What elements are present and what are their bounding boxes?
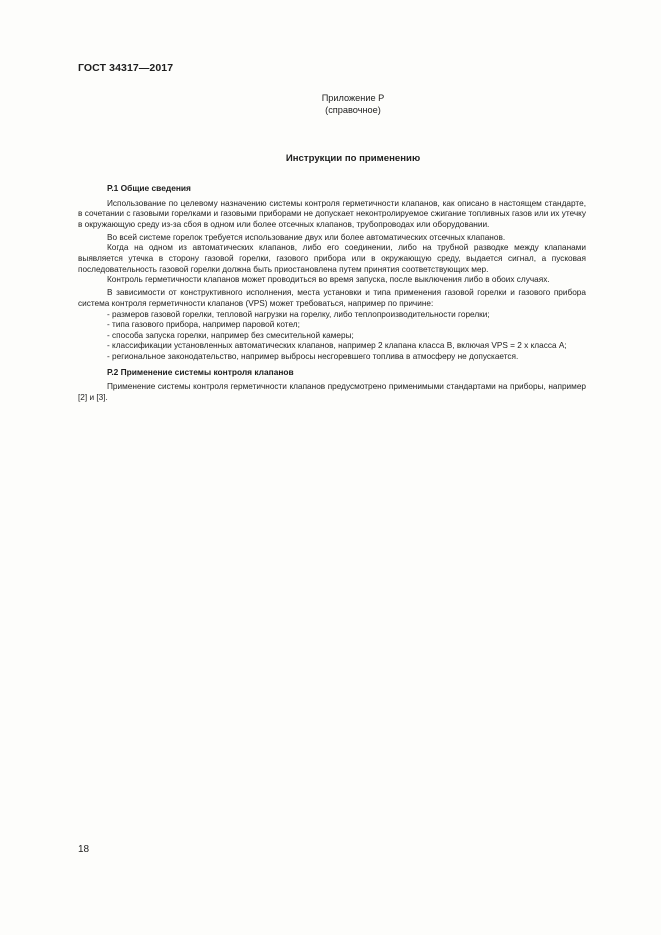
page-number: 18 (78, 844, 90, 855)
annex-subtitle: (справочное) (325, 105, 381, 115)
paragraph: Контроль герметичности клапанов может проводиться во время запуска, после выключения либо в обоих случаях. (107, 275, 550, 285)
list-item: - размеров газовой горелки, тепловой нагрузки на горелку, либо теплопроизводительности горелки; (107, 309, 490, 319)
list-item: - региональное законодательство, например выбросы несгоревшего топлива в атмосферу не допускается. (107, 351, 519, 361)
paragraph: Применение системы контроля герметичности клапанов предусмотрено применимыми стандартами на приборы, например [2] и [3]. (78, 382, 586, 402)
document-title: Инструкции по применению (285, 153, 421, 164)
paragraph: Использование по целевому назначению системы контроля герметичности клапанов, как описано в настоящем стандарте, в сочетании с газовыми горелками и газовыми приборами не допускает неконтролируемое сжигание топливных газов или их утечку в окружающую среду из-за сбоя в одном или более отсечных клапанов, трубопроводах или оборудовании. (78, 198, 586, 229)
list-item: - способа запуска горелки, например без смесительной камеры; (107, 330, 354, 340)
standard-designation: ГОСТ 34317—2017 (78, 62, 174, 74)
list-item: - классификации установленных автоматических клапанов, например 2 клапана класса B, включая VPS = 2 x класса A; (107, 341, 567, 351)
section-2-heading: Р.2 Применение системы контроля клапанов (107, 366, 294, 377)
paragraph: В зависимости от конструктивного исполнения, места установки и типа применения газовой горелки и газового прибора система контроля герметичности клапанов (VPS) может требоваться, например по причине: (78, 288, 586, 308)
paragraph: Когда на одном из автоматических клапанов, либо его соединении, либо на трубной разводке между клапанами выявляется утечка в сторону газовой горелки, газового прибора или в окружающую среду, выдается сигнал, а пусковая последовательность газовой горелки должна быть приостановлена путем принятия соответствующих мер. (78, 243, 586, 274)
document-body (78, 183, 586, 403)
paragraph: Во всей системе горелок требуется использование двух или более автоматических отсечных клапанов. (107, 232, 506, 242)
annex-title: Приложение Р (321, 93, 385, 103)
annex-heading (0, 92, 661, 116)
list-item: - типа газового прибора, например паровой котел; (107, 320, 300, 330)
section-1-heading: Р.1 Общие сведения (107, 183, 191, 193)
